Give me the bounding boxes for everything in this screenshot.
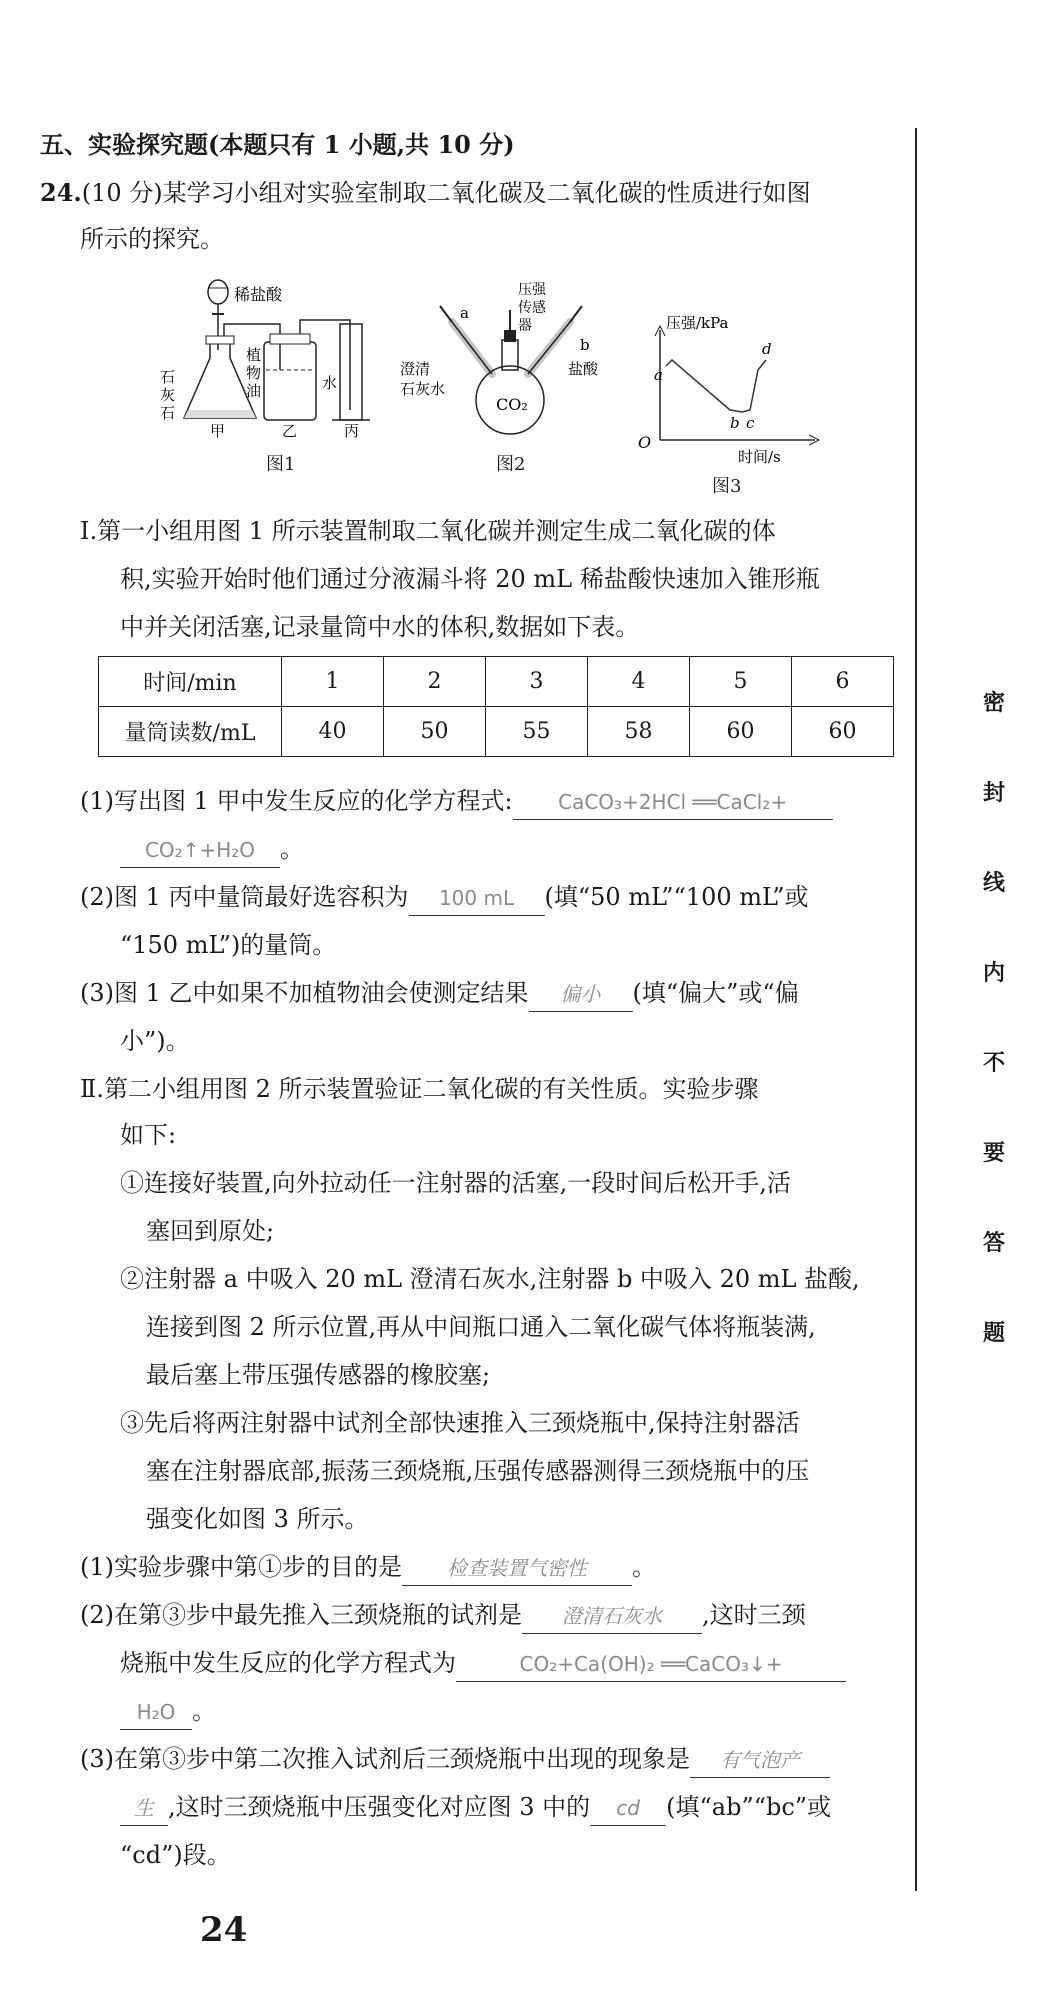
fig1-label-bing: 丙 — [344, 422, 360, 440]
p1-q1-answer-a: CaCO₃+2HCl ══CaCl₂+ — [513, 785, 833, 820]
table-cell: 6 — [792, 657, 894, 707]
step2-line-2: 连接到图 2 所示位置,再从中间瓶口通入二氧化碳气体将瓶装满, — [146, 1313, 816, 1341]
figure-1 — [160, 270, 380, 440]
p1-q3-suffix-a: (填“偏大”或“偏 — [632, 979, 799, 1007]
p2-q2-prefix: (2)在第③步中最先推入三颈烧瓶的试剂是 — [80, 1601, 522, 1629]
table-header-reading: 量筒读数/mL — [99, 707, 282, 757]
p2-q3-answer-a: 有气泡产 — [690, 1743, 830, 1778]
p2-q3-suffix-a: (填“ab”“bc”或 — [666, 1793, 832, 1821]
table-header-time: 时间/min — [99, 657, 282, 707]
table-cell: 55 — [486, 707, 588, 757]
data-table — [98, 656, 894, 757]
fig2-label-sensor-3: 器 — [518, 318, 532, 334]
fig1-label-yi: 乙 — [282, 422, 298, 440]
p2-q2-equation-b: H₂O — [120, 1695, 192, 1730]
p2-q3-mid: ,这时三颈烧瓶中压强变化对应图 3 中的 — [168, 1793, 591, 1821]
table-cell: 3 — [486, 657, 588, 707]
question-stem-1: (10 分)某学习小组对实验室制取二氧化碳及二氧化碳的性质进行如图 — [81, 179, 811, 207]
fig2-label-sensor-1: 压强 — [518, 282, 546, 298]
p2-q3-answer-seg: cd — [590, 1791, 666, 1826]
p1-q2-line-1 — [80, 880, 808, 916]
p2-q2-answer: 澄清石灰水 — [522, 1599, 702, 1634]
p2-q1-suffix: 。 — [632, 1553, 656, 1581]
part2-line-1: Ⅱ.第二小组用图 2 所示装置验证二氧化碳的有关性质。实验步骤 — [80, 1075, 759, 1103]
p1-q3-answer: 偏小 — [529, 977, 633, 1012]
p2-q2-line-1 — [80, 1598, 806, 1634]
figure-2-caption: 图2 — [496, 454, 526, 475]
fig2-label-sensor-2: 传感 — [518, 300, 546, 316]
seal-char: 答 — [983, 1230, 1006, 1256]
fig2-label-limewater-2: 石灰水 — [400, 380, 446, 398]
part1-line-3: 中并关闭活塞,记录量筒中水的体积,数据如下表。 — [120, 613, 640, 641]
seal-char: 线 — [983, 870, 1006, 896]
fig2-label-a: a — [460, 304, 469, 322]
table-cell: 58 — [588, 707, 690, 757]
p2-q3-line-2 — [120, 1790, 831, 1826]
fig2-label-co2: CO₂ — [496, 395, 528, 414]
table-cell: 2 — [384, 657, 486, 707]
page-number: 24 — [200, 1910, 248, 1950]
figure-1-caption: 图1 — [266, 454, 296, 475]
p1-q1-suffix: 。 — [280, 835, 304, 863]
p1-q3-prefix: (3)图 1 乙中如果不加植物油会使测定结果 — [80, 979, 529, 1007]
fig1-label-stone-1: 石 — [160, 368, 176, 386]
p2-q2-equation-a: CO₂+Ca(OH)₂ ══CaCO₃↓+ — [456, 1647, 846, 1682]
table-row — [99, 657, 894, 707]
p2-q2-line-2 — [120, 1646, 846, 1682]
figure-2 — [400, 270, 610, 450]
table-cell: 1 — [282, 657, 384, 707]
fig3-label-a: a — [654, 366, 663, 384]
fig1-label-oil-1: 植 — [246, 346, 262, 364]
fig2-label-b: b — [580, 336, 590, 354]
p1-q2-suffix-a: (填“50 mL”“100 mL”或 — [544, 883, 809, 911]
p1-q1-line-2 — [120, 832, 304, 868]
seal-char: 不 — [983, 1050, 1006, 1076]
fig1-label-stone-3: 石 — [160, 404, 176, 422]
fig2-label-hcl: 盐酸 — [568, 360, 599, 378]
seal-char: 封 — [983, 780, 1006, 806]
part1-line-2: 积,实验开始时他们通过分液漏斗将 20 mL 稀盐酸快速加入锥形瓶 — [120, 565, 820, 593]
p2-q1-line — [80, 1550, 656, 1586]
p2-q2-line2-prefix: 烧瓶中发生反应的化学方程式为 — [120, 1649, 456, 1677]
table-row — [99, 707, 894, 757]
table-cell: 5 — [690, 657, 792, 707]
table-cell: 60 — [792, 707, 894, 757]
p2-q1-prefix: (1)实验步骤中第①步的目的是 — [80, 1553, 402, 1581]
step1-line-2: 塞回到原处; — [146, 1217, 275, 1245]
step2-line-1: ②注射器 a 中吸入 20 mL 澄清石灰水,注射器 b 中吸入 20 mL 盐酸, — [120, 1265, 860, 1293]
seal-char: 要 — [983, 1140, 1006, 1166]
question-number: 24. — [40, 178, 82, 207]
p2-q3-line-1 — [80, 1742, 830, 1778]
fig1-label-jia: 甲 — [210, 422, 226, 440]
p1-q2-answer: 100 mL — [409, 881, 545, 916]
fig1-label-oil-2: 物 — [246, 364, 262, 382]
fig1-label-acid: 稀盐酸 — [234, 285, 283, 304]
step1-line-1: ①连接好装置,向外拉动任一注射器的活塞,一段时间后松开手,活 — [120, 1169, 791, 1197]
fig1-label-water: 水 — [322, 374, 338, 392]
step2-line-3: 最后塞上带压强传感器的橡胶塞; — [146, 1361, 491, 1389]
fig3-label-origin: O — [638, 433, 652, 452]
p2-q2-end: 。 — [192, 1697, 216, 1725]
p2-q2-suffix: ,这时三颈 — [702, 1601, 806, 1629]
figure-3 — [630, 300, 830, 470]
part1-line-1: Ⅰ.第一小组用图 1 所示装置制取二氧化碳并测定生成二氧化碳的体 — [80, 517, 776, 545]
p1-q1-prefix: (1)写出图 1 甲中发生反应的化学方程式: — [80, 787, 513, 815]
step3-line-2: 塞在注射器底部,振荡三颈烧瓶,压强传感器测得三颈烧瓶中的压 — [146, 1457, 810, 1485]
step3-line-3: 强变化如图 3 所示。 — [146, 1505, 369, 1533]
p1-q1-answer-b: CO₂↑+H₂O — [120, 833, 280, 868]
p1-q2-line-2: “150 mL”)的量筒。 — [120, 931, 337, 959]
fig2-label-limewater-1: 澄清 — [400, 360, 431, 378]
figure-3-caption: 图3 — [712, 476, 742, 497]
fig3-label-c: c — [746, 414, 755, 432]
fig3-label-x: 时间/s — [738, 448, 781, 466]
seal-char: 题 — [983, 1320, 1006, 1346]
table-cell: 40 — [282, 707, 384, 757]
p2-q1-answer: 检查装置气密性 — [402, 1551, 632, 1586]
fig3-label-d: d — [762, 340, 772, 358]
table-cell: 60 — [690, 707, 792, 757]
p2-q2-line-3 — [120, 1694, 216, 1730]
p2-q3-answer-b: 生 — [120, 1791, 168, 1826]
p1-q3-line-1 — [80, 976, 799, 1012]
question-line-2: 所示的探究。 — [80, 225, 224, 253]
fig1-label-stone-2: 灰 — [160, 386, 176, 404]
fig3-label-b: b — [730, 414, 740, 432]
p1-q1-line-1 — [80, 784, 833, 820]
section-title: 五、实验探究题(本题只有 1 小题,共 10 分) — [40, 130, 515, 159]
fig1-label-oil-3: 油 — [246, 382, 262, 400]
table-cell: 4 — [588, 657, 690, 707]
question-line-1 — [40, 176, 811, 210]
p1-q2-prefix: (2)图 1 丙中量筒最好选容积为 — [80, 883, 409, 911]
p2-q3-line-3: “cd”)段。 — [120, 1841, 231, 1869]
p2-q3-prefix: (3)在第③步中第二次推入试剂后三颈烧瓶中出现的现象是 — [80, 1745, 690, 1773]
fig3-label-y: 压强/kPa — [666, 314, 729, 332]
seal-char: 内 — [983, 960, 1006, 986]
table-cell: 50 — [384, 707, 486, 757]
seal-char: 密 — [983, 690, 1006, 716]
part2-line-2: 如下: — [120, 1121, 177, 1149]
step3-line-1: ③先后将两注射器中试剂全部快速推入三颈烧瓶中,保持注射器活 — [120, 1409, 800, 1437]
binding-rule — [915, 128, 917, 1891]
p1-q3-line-2: 小”)。 — [120, 1027, 190, 1055]
